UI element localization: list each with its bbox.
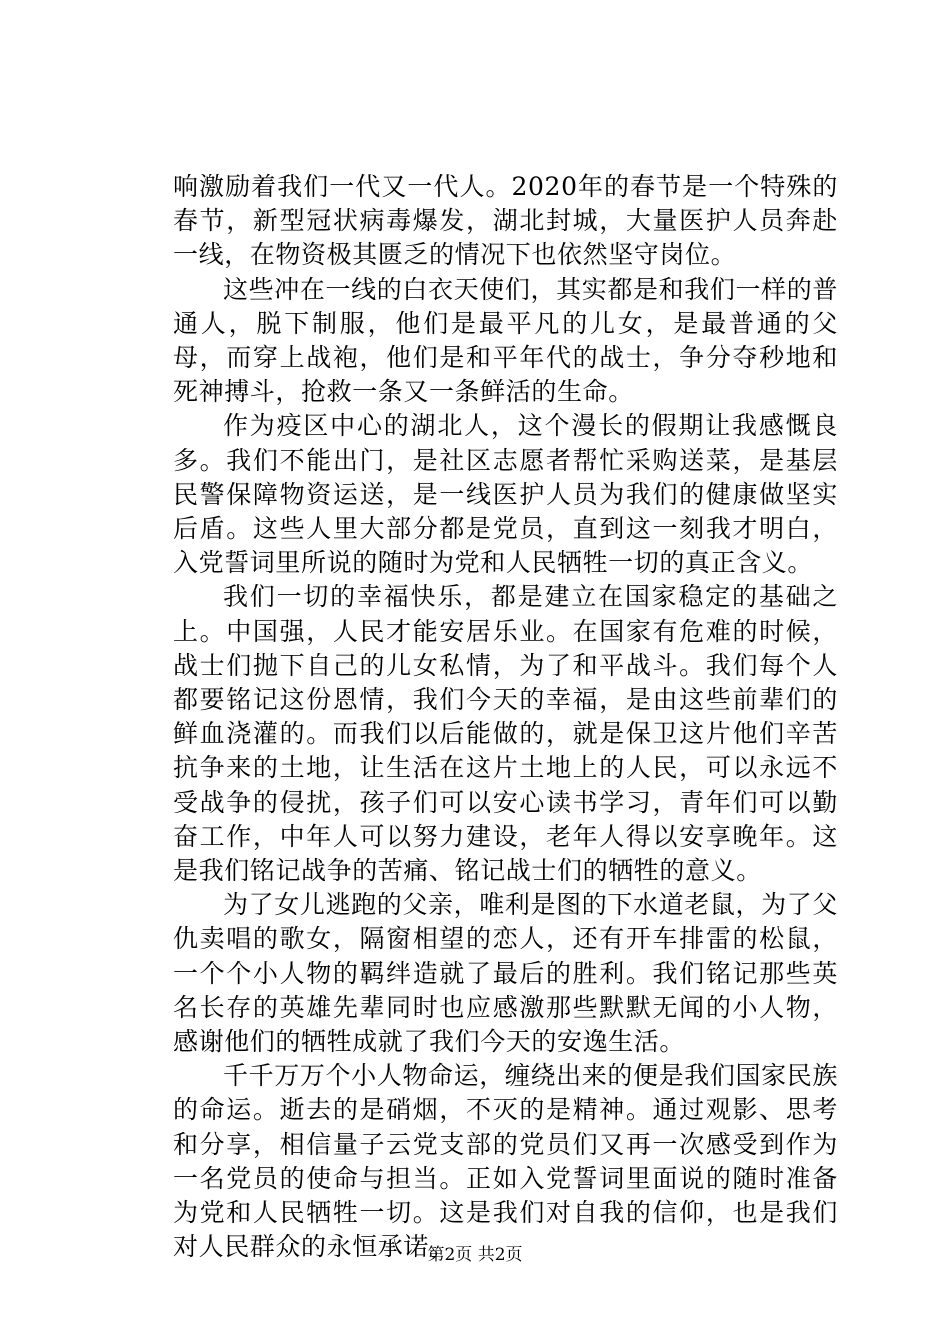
paragraph-3: 作为疫区中心的湖北人，这个漫长的假期让我感慨良多。我们不能出门，是社区志愿者帮忙采购送菜，是基层民警保障物资运送，是一线医护人员为我们的健康做坚实后盾。这些人里大部分都是党员，直到这一刻我才明白，入党誓词里所说的随时为党和人民牺牲一切的真正含义。 xyxy=(173,411,838,578)
paragraph-5: 为了女儿逃跑的父亲，唯利是图的下水道老鼠，为了父仇卖唱的歌女，隔窗相望的恋人，还有开车排雷的松鼠，一个个小人物的羁绊造就了最后的胜利。我们铭记那些英名长存的英雄先辈同时也应感激那些默默无闻的小人物，感谢他们的牺牲成就了我们今天的安逸生活。 xyxy=(173,890,838,1057)
paragraph-4: 我们一切的幸福快乐，都是建立在国家稳定的基础之上。中国强，人民才能安居乐业。在国家有危难的时候，战士们抛下自己的儿女私情，为了和平战斗。我们每个人都要铭记这份恩情，我们今天的幸福，是由这些前辈们的鲜血浇灌的。而我们以后能做的，就是保卫这片他们辛苦抗争来的土地，让生活在这片土地上的人民，可以永远不受战争的侵扰，孩子们可以安心读书学习，青年们可以勤奋工作，中年人可以努力建设，老年人得以安享晚年。这是我们铭记战争的苦痛、铭记战士们的牺牲的意义。 xyxy=(173,582,838,886)
page-footer: 第2页 共2页 xyxy=(427,1245,523,1265)
document-body xyxy=(173,170,838,1265)
paragraph-2: 这些冲在一线的白衣天使们，其实都是和我们一样的普通人，脱下制服，他们是最平凡的儿女，是最普通的父母，而穿上战袍，他们是和平年代的战士，争分夺秒地和死神搏斗，抢救一条又一条鲜活的生命。 xyxy=(173,274,838,407)
paragraph-1: 响激励着我们一代又一代人。2020年的春节是一个特殊的春节，新型冠状病毒爆发，湖北封城，大量医护人员奔赴一线，在物资极其匮乏的情况下也依然坚守岗位。 xyxy=(173,172,838,270)
paragraph-6: 千千万万个小人物命运，缠绕出来的便是我们国家民族的命运。逝去的是硝烟，不灭的是精神。通过观影、思考和分享，相信量子云党支部的党员们又再一次感受到作为一名党员的使命与担当。正如入党誓词里面说的随时准备为党和人民牺牲一切。这是我们对自我的信仰，也是我们对人民群众的永恒承诺。 xyxy=(173,1061,838,1262)
